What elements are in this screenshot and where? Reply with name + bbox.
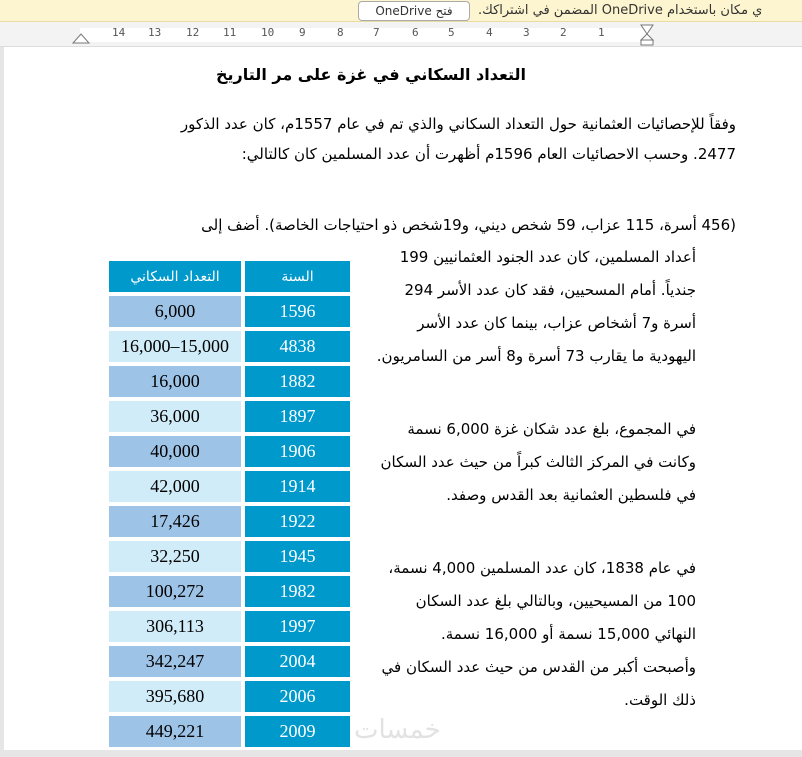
message-bar (0, 0, 802, 22)
horizontal-ruler[interactable] (0, 22, 802, 47)
year-cell: 2006 (245, 681, 350, 712)
ruler-number: 13 (148, 26, 162, 39)
population-cell: 17,426 (109, 506, 241, 537)
population-cell: 342,247 (109, 646, 241, 677)
year-cell: 1596 (245, 296, 350, 327)
population-cell: 32,250 (109, 541, 241, 572)
ruler-number: 11 (223, 26, 237, 39)
paragraph-line: أعداد المسلمين، كان عدد الجنود العثمانيين 199 (399, 248, 696, 266)
paragraph-line: في المجموع، بلغ عدد شكان غزة 6,000 نسمة (407, 420, 696, 438)
right-indent-marker[interactable] (639, 24, 655, 46)
population-cell: 395,680 (109, 681, 241, 712)
table-row (109, 681, 350, 712)
population-cell: 306,113 (109, 611, 241, 642)
text-column (356, 241, 696, 757)
ruler-number: 10 (261, 26, 275, 39)
paragraph-line: (456 أسرة، 115 عزاب، 59 شخص ديني، و19شخص ذو احتياجات الخاصة). أضف إلى (201, 216, 736, 234)
open-onedrive-button[interactable]: فتح OneDrive (358, 1, 470, 21)
population-cell: 16,000 (109, 366, 241, 397)
ruler-number: 4 (486, 26, 493, 39)
paragraph-total (356, 413, 696, 512)
document-title: التعداد السكاني في غزة على مر التاريخ (216, 65, 526, 84)
paragraph-line: في فلسطين العثمانية بعد القدس وصفد. (446, 486, 696, 504)
paragraph-line: 2477. وحسب الاحصائيات العام 1596م أظهرت أن عدد المسلمين كان كالتالي: (241, 145, 736, 163)
table-row (109, 541, 350, 572)
year-cell: 2004 (245, 646, 350, 677)
year-cell: 1945 (245, 541, 350, 572)
table-row (109, 401, 350, 432)
year-cell: 1882 (245, 366, 350, 397)
document-page[interactable] (4, 47, 802, 750)
ruler-number: 5 (448, 26, 455, 39)
paragraph-line: النهائي 15,000 نسمة أو 16,000 نسمة. (440, 625, 696, 643)
population-cell: 40,000 (109, 436, 241, 467)
ruler-number: 7 (373, 26, 380, 39)
paragraph-line: وفقاً للإحصائيات العثمانية حول التعداد السكاني والذي تم في عام 1557م، كان عدد الذكور (180, 115, 736, 133)
table-row (109, 331, 350, 362)
year-cell: 1897 (245, 401, 350, 432)
ruler-numbers (0, 26, 802, 42)
table-row (109, 646, 350, 677)
intro-paragraph (56, 109, 736, 240)
ruler-number: 1 (598, 26, 605, 39)
paragraph-line: جندياً. أمام المسحيين، فقد كان عدد الأسر 294 (404, 281, 696, 299)
year-cell: 1906 (245, 436, 350, 467)
paragraph-line: اليهودية ما يقارب 73 أسرة و8 أسر من السامريون. (376, 347, 696, 365)
ruler-number: 12 (186, 26, 200, 39)
paragraph-soldiers (356, 241, 696, 373)
ruler-number: 8 (337, 26, 344, 39)
left-indent-marker[interactable] (72, 30, 90, 44)
year-cell: 2009 (245, 716, 350, 747)
paragraph-line: وكانت في المركز الثالث كبراً من حيث عدد السكان (380, 453, 696, 471)
paragraph-1838 (356, 552, 696, 717)
header-population: التعداد السكاني (109, 261, 241, 292)
table-row (109, 366, 350, 397)
population-cell: 100,272 (109, 576, 241, 607)
population-cell: 42,000 (109, 471, 241, 502)
population-cell: 6,000 (109, 296, 241, 327)
paragraph-line: 100 من المسيحيين، وبالتالي بلغ عدد السكان (415, 592, 696, 610)
year-cell: 1997 (245, 611, 350, 642)
population-table (105, 257, 354, 751)
year-cell: 1922 (245, 506, 350, 537)
population-cell: 16,000–15,000 (109, 331, 241, 362)
ruler-number: 14 (112, 26, 126, 39)
table-row (109, 471, 350, 502)
table-row (109, 436, 350, 467)
year-cell: 1914 (245, 471, 350, 502)
table-row (109, 296, 350, 327)
ruler-number: 2 (560, 26, 567, 39)
population-cell: 449,221 (109, 716, 241, 747)
ruler-number: 3 (523, 26, 530, 39)
paragraph-line: وأصبحت أكبر من القدس من حيث عدد السكان في (381, 658, 696, 676)
paragraph-line: أسرة و7 أشخاص عزاب، بينما كان عدد الأسر (417, 314, 696, 332)
watermark-logo: خمسات (354, 715, 441, 745)
paragraph-line: ذلك الوقت. (624, 691, 696, 709)
year-cell: 1982 (245, 576, 350, 607)
table-row (109, 506, 350, 537)
table-row (109, 716, 350, 747)
header-year: السنة (245, 261, 350, 292)
year-cell: 4838 (245, 331, 350, 362)
population-cell: 36,000 (109, 401, 241, 432)
paragraph-line: في عام 1838، كان عدد المسلمين 4,000 نسمة، (388, 559, 696, 577)
table-row (109, 576, 350, 607)
message-bar-text: ي مكان باستخدام OneDrive المضمن في اشتراكك. (478, 3, 763, 18)
table-row (109, 611, 350, 642)
ruler-number: 9 (299, 26, 306, 39)
ruler-number: 6 (412, 26, 419, 39)
